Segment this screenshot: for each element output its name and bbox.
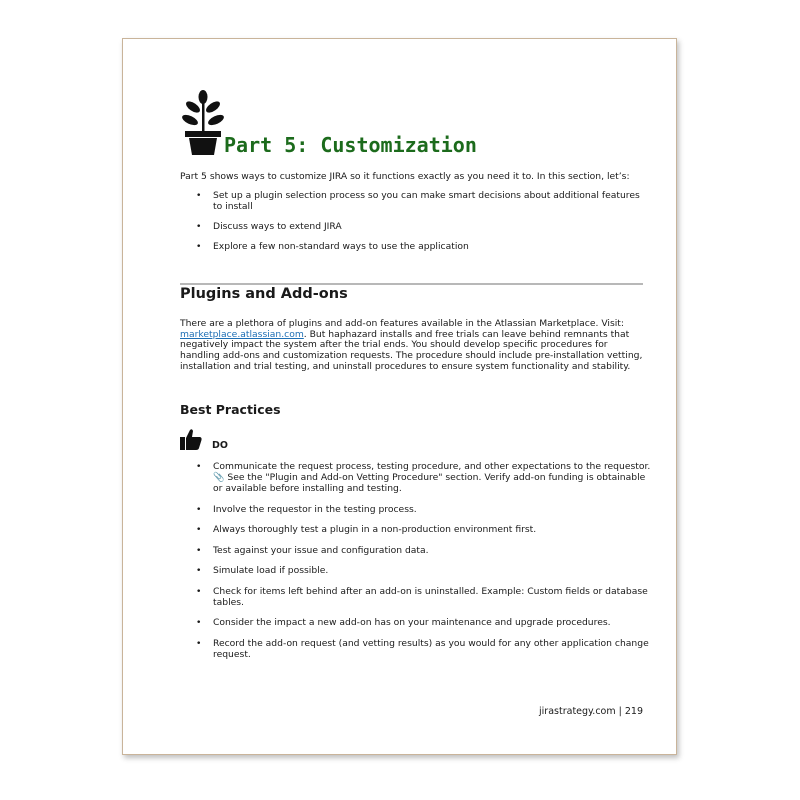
page-footer: jirastrategy.com | 219: [539, 706, 643, 717]
section-paragraph: There are a plethora of plugins and add-on features available in the Atlassian Marketplace. Visit: marketplace.atlassian.com. But haphazard installs and free trials can leave behind remnants that negatively impact the system after the trial ends. You should develop specific procedures for handling add-ons and customization requests. The procedure should include pre-installation vetting, installation and trial testing, and uninstall procedures to ensure system functionality and stability.: [180, 318, 643, 372]
list-item: • Always thoroughly test a plugin in a non-production environment first.: [196, 524, 537, 535]
list-item: • Simulate load if possible.: [196, 565, 329, 576]
bullet: •: [196, 637, 202, 649]
bullet: •: [196, 565, 202, 576]
list-item: • Explore a few non-standard ways to use the application: [196, 241, 469, 252]
section-heading: Plugins and Add-ons: [180, 286, 348, 302]
document-page: [122, 38, 677, 755]
intro-bullet-list: [180, 190, 650, 261]
list-item: • Check for items left behind after an add-on is uninstalled. Example: Custom fields or database tables.: [196, 585, 648, 608]
list-item: • Set up a plugin selection process so you can make smart decisions about additional features to install: [196, 190, 640, 212]
list-item: • Consider the impact a new add-on has on your maintenance and upgrade procedures.: [196, 617, 611, 628]
list-item: • Record the add-on request (and vetting results) as you would for any other application change request.: [196, 637, 649, 660]
do-label: DO: [212, 440, 228, 451]
thumbs-up-icon: [180, 428, 202, 450]
list-item: • Test against your issue and configuration data.: [196, 544, 429, 556]
do-bullet-list: [180, 461, 655, 669]
marketplace-link[interactable]: marketplace.atlassian.com: [180, 328, 304, 340]
section-divider: [180, 283, 643, 285]
bullet: •: [196, 461, 202, 472]
bullet: •: [196, 585, 202, 597]
list-item: • Involve the requestor in the testing process.: [196, 503, 417, 515]
bullet: •: [196, 221, 202, 232]
best-practices-heading: Best Practices: [180, 402, 281, 417]
bullet: •: [196, 241, 202, 252]
plant-icon: [181, 89, 225, 157]
bullet: •: [196, 503, 202, 515]
list-item: • Communicate the request process, testing procedure, and other expectations to the requestor. 📎 See the "Plugin and Add-on Vetting Procedure" section. Verify add-on funding is obtainable or available before installing and testing.: [196, 461, 651, 494]
list-item: • Discuss ways to extend JIRA: [196, 221, 342, 232]
bullet: •: [196, 190, 202, 201]
intro-text: Part 5 shows ways to customize JIRA so it functions exactly as you need it to. In this section, let’s:: [180, 171, 630, 182]
bullet: •: [196, 544, 202, 556]
part-title: Part 5: Customization: [224, 133, 477, 157]
bullet: •: [196, 524, 202, 535]
bullet: •: [196, 617, 202, 628]
